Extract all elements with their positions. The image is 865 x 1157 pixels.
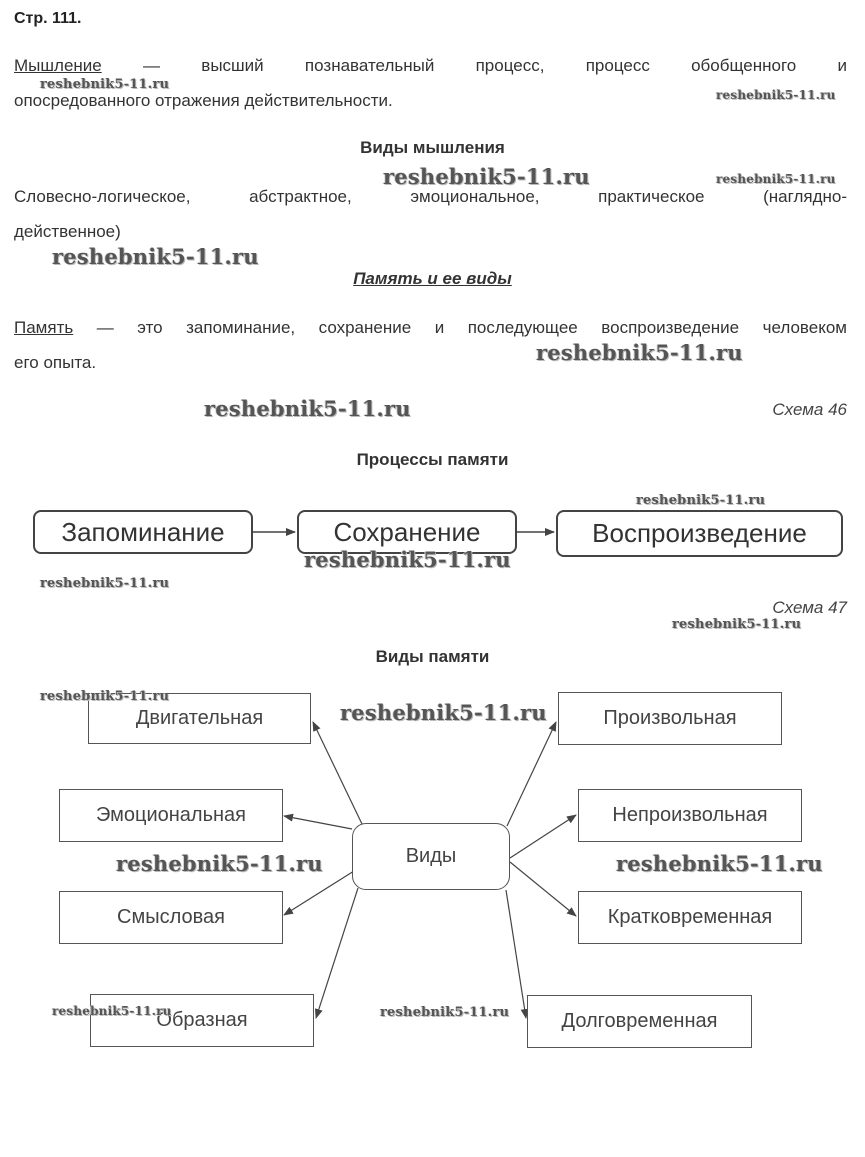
memory-type-figurative [90, 994, 314, 1047]
memory-type-label: Произвольная [603, 707, 737, 729]
arrow-to-semantic [284, 871, 354, 915]
page-number: Стр. 111. [14, 10, 82, 27]
thinking-definition-line2: опосредованного отражения действительности. [14, 91, 393, 110]
memory-type-short-term [578, 891, 802, 944]
watermark: reshebnik5-11.ru [204, 396, 411, 421]
memory-term: Память [14, 318, 74, 337]
watermark: reshebnik5-11.ru [383, 164, 590, 189]
memory-type-label: Смысловая [117, 906, 225, 928]
thinking-types-line2: действенное) [14, 222, 121, 241]
memory-type-long-term [527, 995, 752, 1048]
arrow-to-voluntary [507, 722, 556, 826]
watermark: reshebnik5-11.ru [616, 851, 823, 876]
arrow-to-figurative [316, 888, 358, 1018]
memory-processes-title: Процессы памяти [356, 450, 509, 469]
memory-section-title: Память и ее виды [353, 269, 512, 288]
arrow-to-emotional [284, 816, 352, 829]
arrow-to-long-term [506, 890, 526, 1018]
memory-type-label: Эмоциональная [95, 804, 247, 826]
watermark: reshebnik5-11.ru [40, 576, 170, 591]
memory-type-label: Двигательная [135, 707, 264, 729]
center-label: Виды [405, 845, 457, 867]
process-label: Сохранение [333, 516, 481, 547]
memory-types-title: Виды памяти [375, 647, 490, 666]
watermark: reshebnik5-11.ru [536, 340, 743, 365]
watermark: reshebnik5-11.ru [340, 700, 547, 725]
watermark: reshebnik5-11.ru [40, 77, 170, 92]
arrow-to-short-term [510, 862, 576, 916]
watermark: reshebnik5-11.ru [672, 617, 802, 632]
scheme-47-label: Схема 47 [772, 598, 847, 617]
thinking-types-heading: Виды мышления [360, 138, 505, 157]
watermark: reshebnik5-11.ru [116, 851, 323, 876]
memory-type-label: Непроизвольная [612, 804, 768, 826]
watermark: reshebnik5-11.ru [52, 244, 259, 269]
watermark: reshebnik5-11.ru [716, 88, 836, 102]
memory-types-center [352, 823, 510, 890]
thinking-term: Мышление [14, 56, 102, 75]
memory-type-label: Кратковременная [607, 906, 773, 928]
watermark: reshebnik5-11.ru [716, 172, 836, 186]
scheme-46-label: Схема 46 [772, 400, 847, 419]
memory-definition-text: — это запоминание, сохранение и последующее воспроизведение человеком [96, 318, 847, 337]
watermark: reshebnik5-11.ru [380, 1005, 510, 1020]
memory-type-emotional [59, 789, 283, 842]
watermark: reshebnik5-11.ru [636, 493, 766, 508]
process-label: Воспроизведение [592, 518, 807, 548]
memory-type-voluntary [558, 692, 782, 745]
arrow-to-involuntary [510, 815, 576, 858]
memory-type-label: Долговременная [561, 1010, 718, 1032]
thinking-types-line1: Словесно-логическое, абстрактное, эмоциональное, практическое (наглядно- [14, 187, 847, 206]
arrow-to-motor [313, 722, 362, 824]
watermark: reshebnik5-11.ru [52, 1004, 172, 1018]
memory-definition-line2: его опыта. [14, 353, 97, 372]
thinking-definition-text: — высший познавательный процесс, процесс обобщенного и [143, 56, 847, 75]
memory-type-label: Образная [156, 1009, 248, 1031]
watermark: reshebnik5-11.ru [304, 547, 511, 572]
memory-type-involuntary [578, 789, 802, 842]
process-label: Запоминание [61, 516, 225, 547]
memory-type-semantic [59, 891, 283, 944]
watermark: reshebnik5-11.ru [40, 689, 170, 704]
